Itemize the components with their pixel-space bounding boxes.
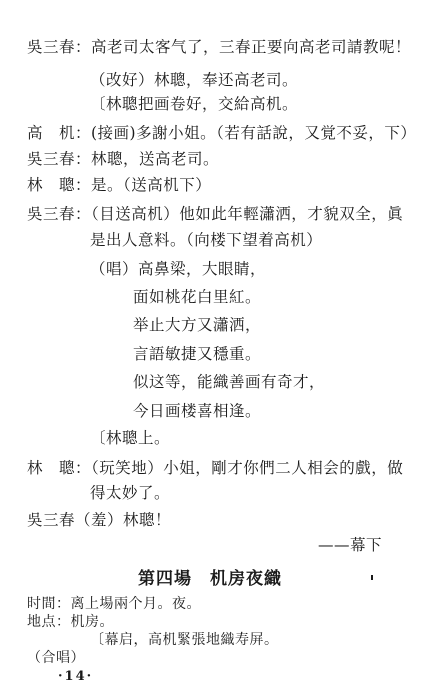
dialogue-line: 得太妙了。: [90, 484, 171, 502]
stage-direction: 〔林聰把画卷好，交給高机。: [90, 95, 299, 113]
chorus-label: （合唱）: [27, 650, 85, 666]
dialogue-line: 吳三春：高老司太客气了，三春正要向高老司請教呢！: [27, 38, 412, 56]
curtain-note: ——幕下: [318, 536, 383, 554]
dialogue-line: 吳三春：（目送高机）他如此年輕瀟洒，才貌双全，眞: [27, 205, 404, 223]
song-line: 似这等，能織善画有奇才，: [133, 373, 326, 391]
song-line: 举止大方又瀟洒，: [133, 316, 262, 334]
dialogue-line: 林 聰：（玩笑地）小姐，剛才你們二人相会的戲，做: [27, 459, 404, 477]
dialogue-line: （改好）林聰，奉还高老司。: [90, 71, 299, 89]
dialogue-line: 吳三春（羞）林聰！: [27, 511, 172, 529]
print-mark: [371, 575, 373, 580]
song-line: 言語敏捷又穩重。: [133, 345, 262, 363]
page-number: ·14·: [58, 669, 94, 684]
song-line: 今日画楼喜相逢。: [133, 402, 262, 420]
scene-title: 第四場 机房夜織: [138, 569, 282, 589]
stage-direction: 〔林聰上。: [90, 429, 171, 447]
scene-time: 时間：离上場兩个月。夜。: [27, 596, 201, 612]
dialogue-line: 是出人意料。（向楼下望着高机）: [90, 231, 323, 249]
scene-place: 地点：机房。: [27, 614, 114, 630]
stage-direction: 〔幕启，高机緊張地織寿屏。: [90, 632, 279, 648]
song-line: （唱）高鼻梁，大眼睛，: [90, 260, 267, 278]
song-line: 面如桃花白里紅。: [133, 288, 262, 306]
dialogue-line: 林 聰：是。（送高机下）: [27, 176, 212, 194]
dialogue-line: 高 机：(接画)多謝小姐。（若有話說，又覚不妥，下）: [27, 124, 417, 142]
dialogue-line: 吳三春：林聰，送高老司。: [27, 150, 220, 168]
